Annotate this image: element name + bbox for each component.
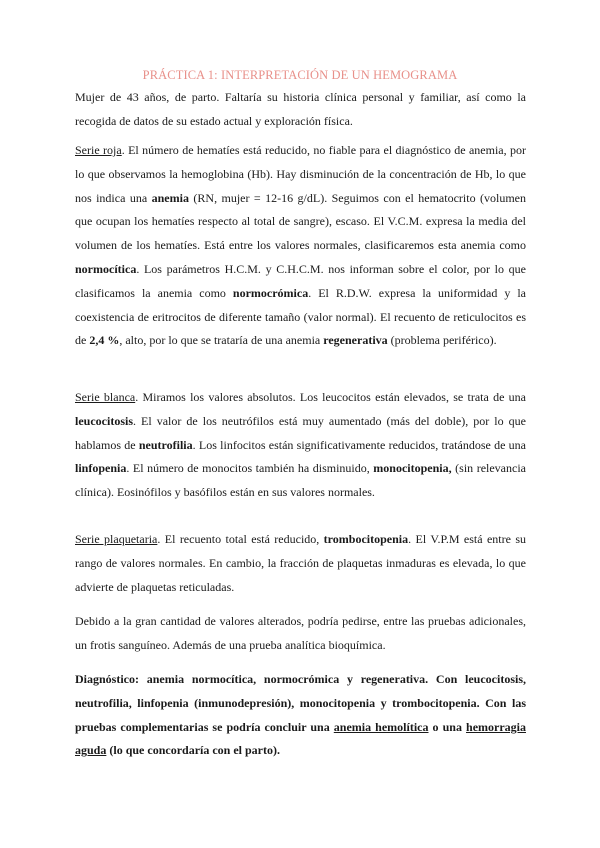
serie-plaquetaria-text: . El recuento total está reducido,: [157, 532, 324, 546]
term-regenerativa: regenerativa: [323, 333, 388, 348]
serie-plaquetaria-paragraph: [75, 528, 526, 599]
serie-roja-text: . El número de hematíes está reducido, no fiable para el diagnóstico de anemia, por lo que observamos la hemoglobina (Hb). Hay disminución de la concentración de Hb, lo que nos indica una: [75, 143, 526, 205]
serie-roja-text: , alto, por lo que se trataría de una anemia: [119, 333, 324, 348]
serie-roja-heading: Serie roja: [75, 143, 122, 157]
intro-paragraph: Mujer de 43 años, de parto. Faltaría su historia clínica personal y familiar, así como la recogida de datos de su estado actual y exploración física.: [75, 90, 526, 128]
serie-blanca-text: . El valor de los neutrófilos está muy aumentado (más del doble), por lo que hablamos de: [75, 413, 526, 452]
term-anemia-hemolitica: anemia hemolítica: [333, 719, 429, 734]
serie-roja-text: (RN, mujer = 12-16 g/dL). Seguimos con el hematocrito (volumen que ocupan los hematíes respecto al total de sangre), escaso. El V.C.M. expresa la media del volumen de los hematíes. Está entre los valores normales, clasificaremos esta anemia como: [75, 190, 526, 253]
document-title: PRÁCTICA 1: INTERPRETACIÓN DE UN HEMOGRAMA: [142, 68, 458, 82]
term-linfopenia: linfopenia: [75, 461, 127, 476]
diagnostico-text: Diagnóstico: anemia normocítica, normocrómica y regenerativa. Con leucocitosis, neutrofilia, linfopenia (inmunodepresión), monocitopenia y trombocitopenia. Con las pruebas complementarias se podría concluir una: [75, 672, 526, 734]
serie-plaquetaria-heading: Serie plaquetaria: [75, 532, 158, 546]
serie-roja-text: . Los parámetros H.C.M. y C.H.C.M. nos informan sobre el color, por lo que clasificamos la anemia como: [75, 261, 526, 300]
term-neutrofilia: neutrofilia: [138, 437, 193, 452]
serie-plaquetaria-text: . El V.P.M está entre su rango de valores normales. En cambio, la fracción de plaquetas inmaduras es elevada, lo que advierte de plaquetas reticuladas.: [75, 532, 526, 594]
term-leucocitosis: leucocitosis: [75, 413, 133, 428]
diagnostico-text: o una: [428, 719, 467, 734]
serie-roja-text: (problema periférico).: [387, 333, 497, 348]
diagnostico-paragraph: [75, 668, 526, 763]
term-trombocitopenia: trombocitopenia: [323, 532, 409, 546]
term-anemia: anemia: [151, 190, 189, 205]
diagnostico-text: (lo que concordaría con el parto).: [106, 743, 281, 758]
serie-blanca-text: . Los linfocitos están significativamente reducidos, tratándose de una: [192, 437, 526, 452]
serie-blanca-heading: Serie blanca: [75, 390, 136, 404]
reticulocitos-value: 2,4 %: [89, 333, 120, 348]
term-monocitopenia: monocitopenia,: [373, 461, 452, 476]
pruebas-paragraph: Debido a la gran cantidad de valores alterados, podría pedirse, entre las pruebas adicionales, un frotis sanguíneo. Además de una prueba analítica bioquímica.: [75, 614, 526, 652]
term-hemorragia-aguda: hemorragia aguda: [75, 719, 526, 758]
term-normocromica: normocrómica: [232, 285, 309, 300]
serie-roja-text: . El R.D.W. expresa la uniformidad y la coexistencia de eritrocitos de diferente tamaño (valor normal). El recuento de reticulocitos es de: [75, 285, 526, 348]
serie-blanca-text: . El número de monocitos también ha disminuido,: [126, 461, 374, 476]
term-normocitica: normocítica: [75, 261, 137, 276]
serie-blanca-text: . Miramos los valores absolutos. Los leucocitos están elevados, se trata de una: [135, 390, 526, 404]
serie-blanca-paragraph: [75, 386, 526, 505]
serie-blanca-text: (sin relevancia clínica). Eosinófilos y basófilos están en sus valores normales.: [75, 461, 526, 500]
serie-roja-paragraph: [75, 139, 526, 353]
